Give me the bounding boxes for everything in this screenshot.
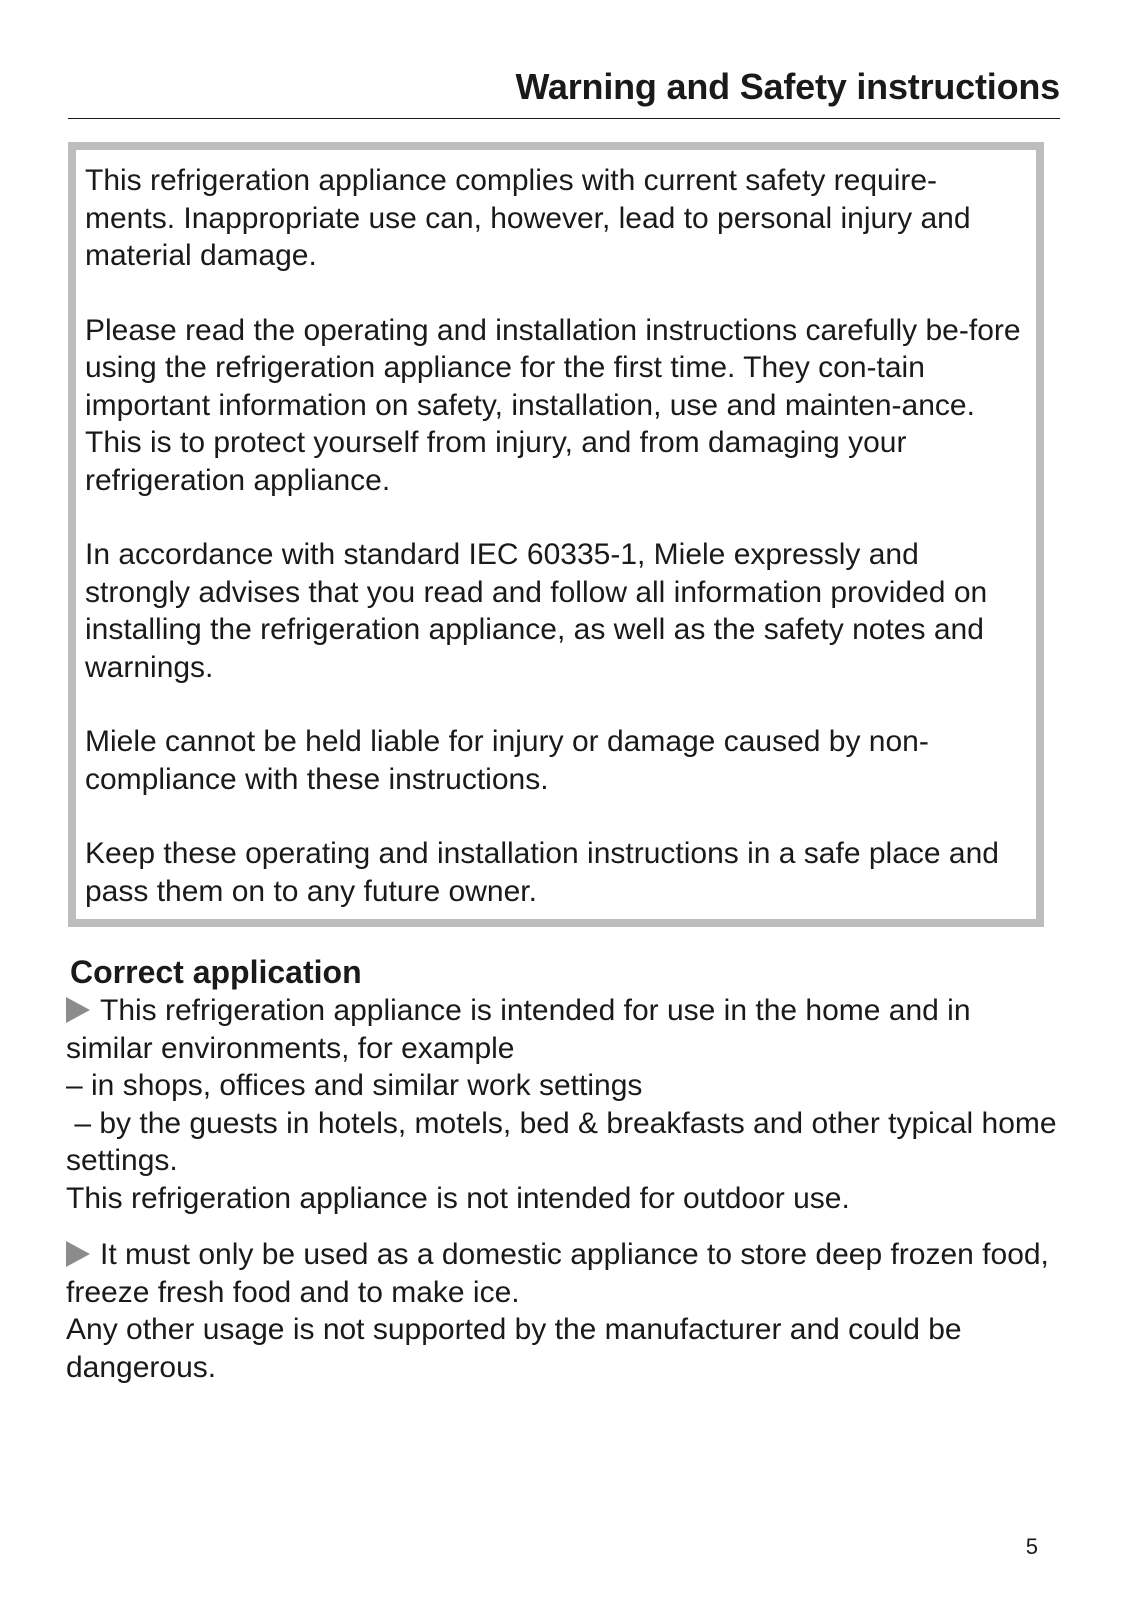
page-header xyxy=(68,64,1060,119)
notice-paragraph-3: In accordance with standard IEC 60335-1, Miele expressly and strongly advises that you read and follow all information provided on installing the refrigeration appliance, as well as the safety notes and warnings. xyxy=(85,538,988,684)
bullet-1-list-item-1: – in shops, offices and similar work settings xyxy=(66,1069,643,1102)
page-title: Warning and Safety instructions xyxy=(515,66,1060,107)
bullet-1-note: This refrigeration appliance is not intended for outdoor use. xyxy=(66,1181,850,1215)
bullet-1-intro xyxy=(66,992,1060,1067)
bullet-2-intro xyxy=(66,1236,1060,1311)
bullet-1-intro-text: This refrigeration appliance is intended for use in the home and in similar environments, for example xyxy=(66,994,971,1065)
bullet-item-1 xyxy=(66,992,1065,1217)
section-title-correct-application: Correct application xyxy=(70,954,362,990)
triangle-bullet-icon xyxy=(66,1241,90,1267)
triangle-bullet-icon xyxy=(66,997,90,1023)
notice-paragraph-1: This refrigeration appliance complies with current safety require-ments. Inappropriate use can, however, lead to personal injury and material damage. xyxy=(85,164,971,272)
safety-notice-box xyxy=(68,142,1044,927)
bullet-1-list-item-2: – by the guests in hotels, motels, bed & breakfasts and other typical home settings. xyxy=(66,1106,1065,1177)
bullet-2-intro-text: It must only be used as a domestic appliance to store deep frozen food, freeze fresh food and to make ice. xyxy=(66,1238,1049,1309)
notice-paragraph-2: Please read the operating and installation instructions carefully be-fore using the refrigeration appliance for the first time. They con-tain important information on safety, installation, use and mainten-ance. This is to protect yourself from injury, and from damaging your refrigeration appliance. xyxy=(85,313,1021,497)
notice-paragraph-5: Keep these operating and installation instructions in a safe place and pass them on to any future owner. xyxy=(85,837,999,908)
bullet-item-2 xyxy=(66,1236,1060,1386)
bullet-2-note: Any other usage is not supported by the manufacturer and could be dangerous. xyxy=(66,1313,962,1384)
page-number: 5 xyxy=(1025,1534,1038,1559)
notice-paragraph-4: Miele cannot be held liable for injury or damage caused by non-compliance with these instructions. xyxy=(85,725,929,796)
